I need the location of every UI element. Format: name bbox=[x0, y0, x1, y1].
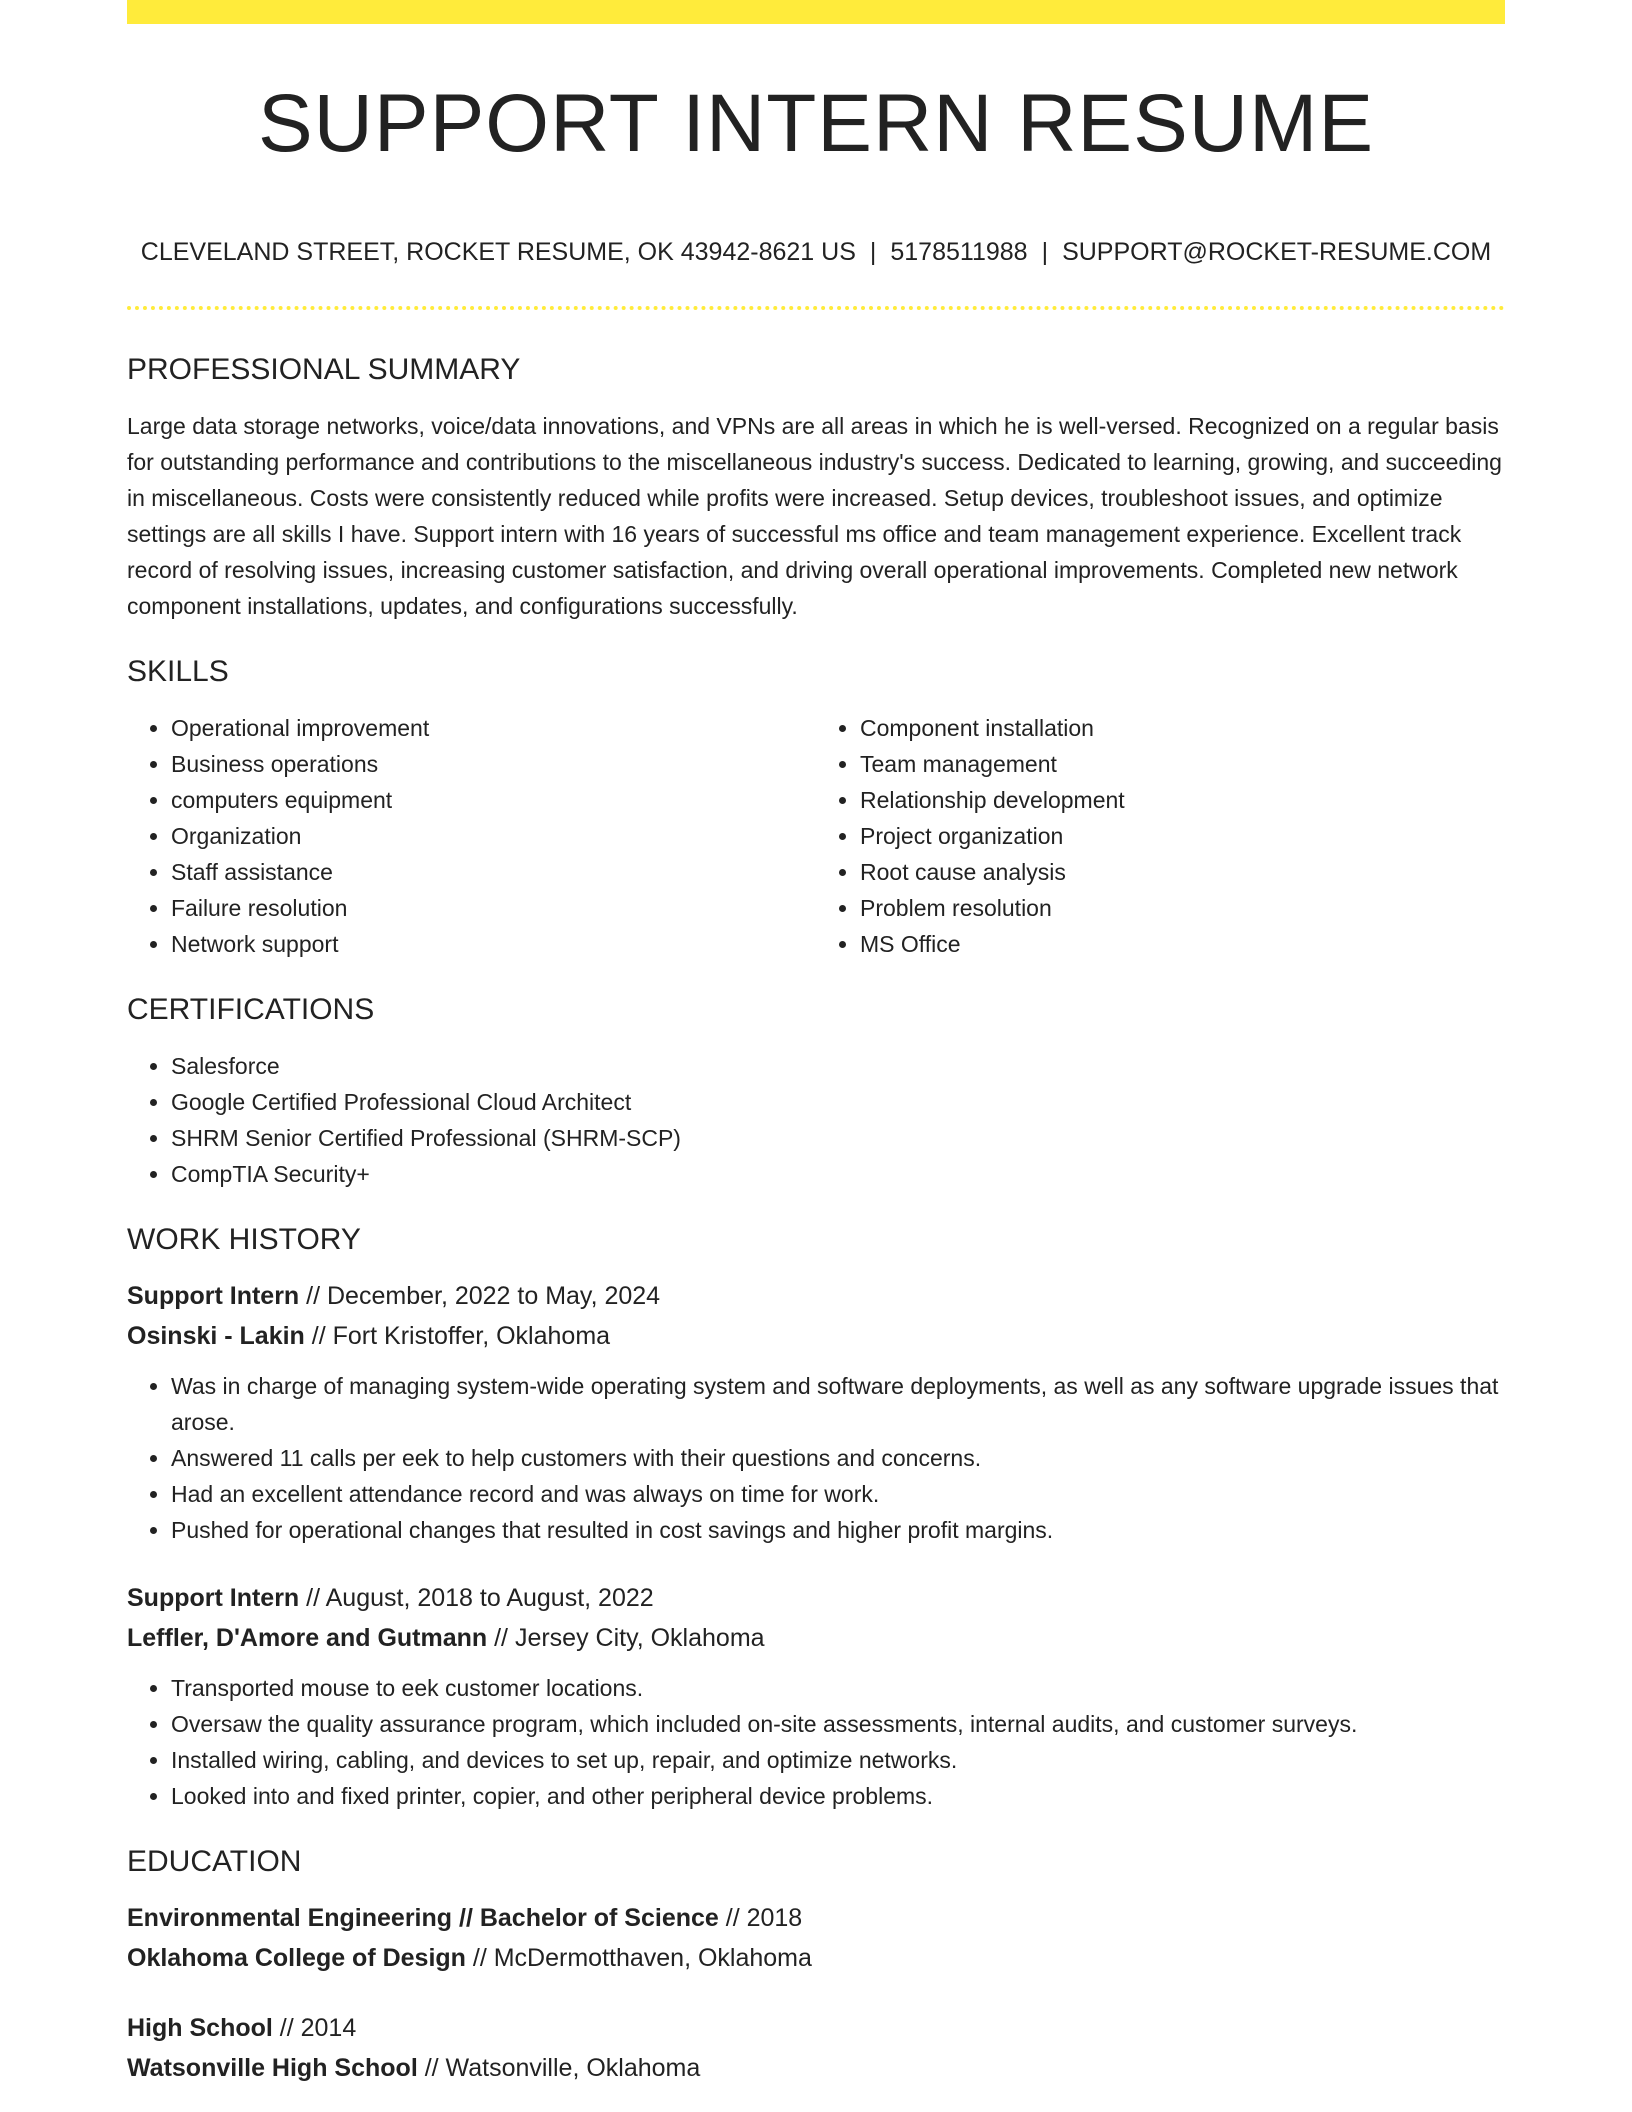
education-entry bbox=[127, 1898, 1505, 1978]
education-year: // 2018 bbox=[718, 1904, 803, 1932]
job-bullet: • Answered 11 calls per eek to help customers with their questions and concerns. bbox=[171, 1440, 1505, 1476]
summary-text: Large data storage networks, voice/data innovations, and VPNs are all areas in which he is well-versed. Recognized on a regular basis for outstanding performance and contributions to the miscellaneous industry's success. Dedicated to learning, growing, and succeeding in miscellaneous. Costs were consistently reduced while profits were increased. Setup devices, troubleshoot issues, and optimize settings are all skills I have. Support intern with 16 years of successful ms office and team management experience. Excellent track record of resolving issues, increasing customer satisfaction, and driving overall operational improvements. Completed new network component installations, updates, and configurations successfully. bbox=[127, 413, 1502, 619]
education-school: Oklahoma College of Design bbox=[127, 1944, 466, 1972]
resume-page bbox=[127, 0, 1505, 2088]
skills-columns bbox=[127, 710, 1505, 962]
job-dates: // August, 2018 to August, 2022 bbox=[299, 1584, 654, 1612]
skill-item: • Network support bbox=[171, 926, 816, 962]
contact-separator: | bbox=[869, 238, 877, 266]
job-bullet: • Pushed for operational changes that resulted in cost savings and higher profit margins. bbox=[171, 1512, 1505, 1548]
skills-list-left bbox=[127, 710, 816, 962]
job-company: Leffler, D'Amore and Gutmann bbox=[127, 1624, 488, 1652]
education-degree: Environmental Engineering // Bachelor of Science bbox=[127, 1904, 719, 1932]
contact-address: CLEVELAND STREET, ROCKET RESUME, OK 43942-8621 US bbox=[140, 238, 856, 266]
certification-item: • SHRM Senior Certified Professional (SHRM-SCP) bbox=[171, 1120, 1505, 1156]
job-company-line bbox=[127, 1316, 1505, 1356]
education-year: // 2014 bbox=[272, 2014, 357, 2042]
certification-item: • Google Certified Professional Cloud Architect bbox=[171, 1084, 1505, 1120]
skill-item: • Project organization bbox=[860, 818, 1505, 854]
job-company-line bbox=[127, 1618, 1505, 1658]
job-bullet: • Looked into and fixed printer, copier, and other peripheral device problems. bbox=[171, 1778, 1505, 1814]
job-role: Support Intern bbox=[127, 1584, 300, 1612]
skill-item: • Root cause analysis bbox=[860, 854, 1505, 890]
job-bullets bbox=[127, 1670, 1505, 1814]
education-location: // Watsonville, Oklahoma bbox=[417, 2054, 701, 2082]
job-bullet: • Transported mouse to eek customer locations. bbox=[171, 1670, 1505, 1706]
job-dates: // December, 2022 to May, 2024 bbox=[299, 1282, 661, 1310]
certifications-list bbox=[127, 1048, 1505, 1192]
job-entry bbox=[127, 1578, 1505, 1814]
job-title-line bbox=[127, 1276, 1505, 1316]
education-school-line bbox=[127, 1938, 1505, 1978]
resume-title: SUPPORT INTERN RESUME bbox=[257, 78, 1375, 169]
certification-item: • CompTIA Security+ bbox=[171, 1156, 1505, 1192]
contact-phone: 5178511988 bbox=[890, 238, 1028, 266]
job-entry bbox=[127, 1276, 1505, 1548]
dotted-divider bbox=[127, 306, 1505, 310]
skill-item: • Organization bbox=[171, 818, 816, 854]
education-school-line bbox=[127, 2048, 1505, 2088]
job-company: Osinski - Lakin bbox=[127, 1322, 305, 1350]
skill-item: • MS Office bbox=[860, 926, 1505, 962]
skill-item: • Team management bbox=[860, 746, 1505, 782]
contact-separator: | bbox=[1041, 238, 1049, 266]
job-bullets bbox=[127, 1368, 1505, 1548]
certification-item: • Salesforce bbox=[171, 1048, 1505, 1084]
education-school: Watsonville High School bbox=[127, 2054, 418, 2082]
job-bullet: • Was in charge of managing system-wide operating system and software deployments, as well as any software upgrade issues that arose. bbox=[171, 1368, 1505, 1440]
contact-line bbox=[127, 236, 1505, 268]
education-degree: High School bbox=[127, 2014, 273, 2042]
skill-item: • Operational improvement bbox=[171, 710, 816, 746]
job-location: // Fort Kristoffer, Oklahoma bbox=[304, 1322, 611, 1350]
job-location: // Jersey City, Oklahoma bbox=[487, 1624, 765, 1652]
skill-item: • Business operations bbox=[171, 746, 816, 782]
job-role: Support Intern bbox=[127, 1282, 300, 1310]
skills-list-right bbox=[816, 710, 1505, 962]
education-entry bbox=[127, 2008, 1505, 2088]
education-location: // McDermotthaven, Oklahoma bbox=[465, 1944, 812, 1972]
job-bullet: • Installed wiring, cabling, and devices to set up, repair, and optimize networks. bbox=[171, 1742, 1505, 1778]
certifications-heading: CERTIFICATIONS bbox=[127, 993, 375, 1026]
accent-top-bar bbox=[127, 0, 1505, 24]
skill-item: • Failure resolution bbox=[171, 890, 816, 926]
job-title-line bbox=[127, 1578, 1505, 1618]
education-degree-line bbox=[127, 1898, 1505, 1938]
skill-item: • Staff assistance bbox=[171, 854, 816, 890]
work-history-heading: WORK HISTORY bbox=[127, 1223, 361, 1256]
education-heading: EDUCATION bbox=[127, 1845, 302, 1878]
summary-heading: PROFESSIONAL SUMMARY bbox=[127, 353, 521, 386]
education-degree-line bbox=[127, 2008, 1505, 2048]
job-bullet: • Had an excellent attendance record and was always on time for work. bbox=[171, 1476, 1505, 1512]
job-bullet: • Oversaw the quality assurance program, which included on-site assessments, internal audits, and customer surveys. bbox=[171, 1706, 1505, 1742]
skill-item: • Component installation bbox=[860, 710, 1505, 746]
skill-item: • Relationship development bbox=[860, 782, 1505, 818]
skill-item: • Problem resolution bbox=[860, 890, 1505, 926]
contact-email: SUPPORT@ROCKET-RESUME.COM bbox=[1062, 238, 1492, 266]
skill-item: • computers equipment bbox=[171, 782, 816, 818]
skills-heading: SKILLS bbox=[127, 655, 229, 688]
